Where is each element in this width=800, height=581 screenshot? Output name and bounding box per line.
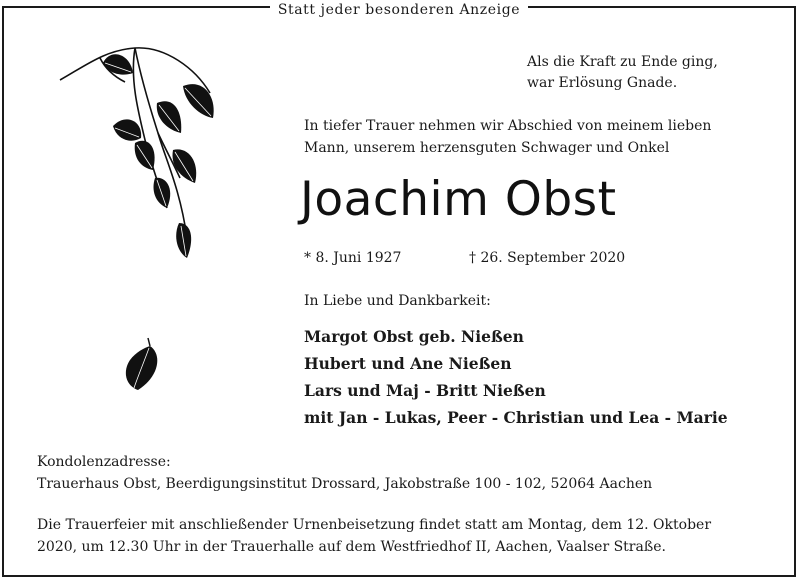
death-date: † 26. September 2020	[469, 250, 626, 266]
deceased-name: Joachim Obst	[300, 172, 617, 227]
quote-line-2: war Erlösung Gnade.	[527, 75, 678, 91]
ceremony-line-2: 2020, um 12.30 Uhr in der Trauerhalle auf dem Westfriedhof II, Aachen, Vaalser Straße.	[37, 539, 666, 555]
mourners-list	[304, 323, 728, 431]
condolence-section	[37, 451, 652, 495]
mourner: mit Jan - Lukas, Peer - Christian und Lea - Marie	[304, 408, 728, 427]
leaf-illustration	[120, 336, 164, 394]
quote-line-1: Als die Kraft zu Ende ging,	[527, 54, 718, 70]
birth-date: * 8. Juni 1927	[304, 250, 402, 266]
mourner: Lars und Maj - Britt Nießen	[304, 381, 546, 400]
love-line: In Liebe und Dankbarkeit:	[304, 293, 491, 309]
quote	[527, 52, 718, 94]
ceremony-info	[37, 514, 767, 558]
header-label: Statt jeder besonderen Anzeige	[270, 2, 528, 18]
mourner: Margot Obst geb. Nießen	[304, 327, 524, 346]
intro-line-1: In tiefer Trauer nehmen wir Abschied von meinem lieben	[304, 118, 712, 134]
condolence-address: Trauerhaus Obst, Beerdigungsinstitut Drossard, Jakobstraße 100 - 102, 52064 Aachen	[37, 476, 653, 492]
life-dates	[304, 250, 626, 266]
ceremony-line-1: Die Trauerfeier mit anschließender Urnenbeisetzung findet statt am Montag, dem 12. Oktober	[37, 517, 712, 533]
birch-branch-illustration	[55, 38, 235, 273]
intro-text	[304, 115, 764, 159]
intro-line-2: Mann, unserem herzensguten Schwager und Onkel	[304, 140, 670, 156]
condolence-label: Kondolenzadresse:	[37, 454, 171, 470]
mourner: Hubert und Ane Nießen	[304, 354, 512, 373]
notice-header	[4, 0, 794, 18]
